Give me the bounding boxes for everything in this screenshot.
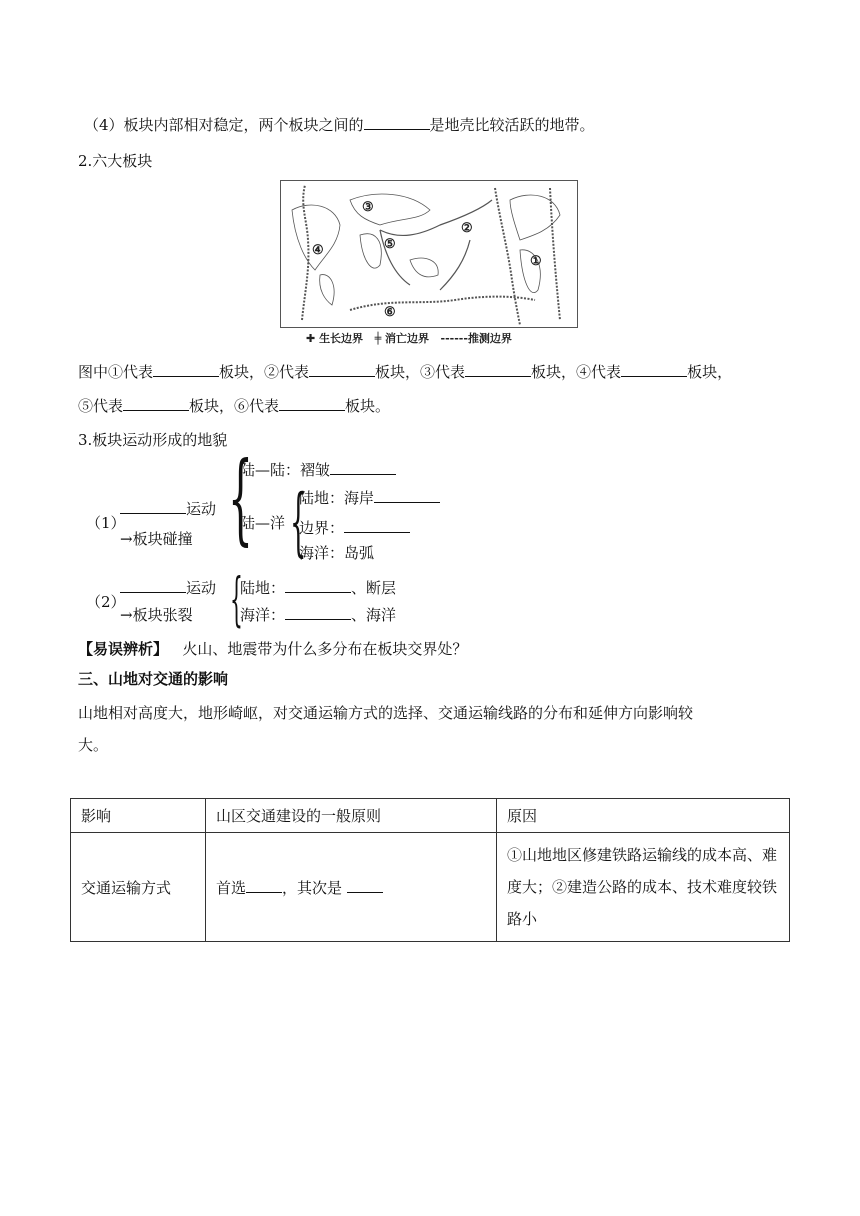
heading-3: 3.板块运动形成的地貌	[78, 431, 228, 449]
g2-num: （2）	[86, 593, 126, 611]
brace: {	[230, 565, 243, 633]
g1-b2: 边界：	[299, 517, 410, 538]
blank[interactable]	[330, 460, 396, 475]
g1-a2: 陆—洋	[240, 514, 286, 532]
fill-line-2: ⑤代表 板块，⑥代表 板块。	[78, 397, 391, 415]
blank[interactable]	[309, 362, 375, 377]
blank[interactable]	[120, 499, 186, 514]
blank[interactable]	[465, 362, 531, 377]
plate-label-2: ②	[461, 221, 473, 236]
transport-table	[70, 798, 790, 942]
g2-r2: 海洋： 、海洋	[240, 606, 397, 624]
blank[interactable]	[123, 396, 189, 411]
blank[interactable]	[279, 396, 345, 411]
blank[interactable]	[347, 878, 383, 893]
blank[interactable]	[246, 878, 282, 893]
section-3-title: 三、山地对交通的影响	[78, 670, 229, 688]
td-principle: 首选 ，其次是	[206, 833, 497, 942]
blank[interactable]	[364, 115, 430, 130]
g1-b3: 海洋：岛弧	[299, 544, 375, 562]
plate-label-4: ④	[312, 243, 324, 258]
plate-label-5: ⑤	[384, 237, 396, 252]
th-principle: 山区交通建设的一般原则	[206, 799, 497, 833]
blank[interactable]	[285, 578, 351, 593]
brace: {	[228, 442, 253, 556]
td-effect: 交通运输方式	[71, 833, 206, 942]
para-line-2: 大。	[78, 736, 109, 754]
plate-label-3: ③	[362, 200, 374, 215]
plate-map	[280, 180, 578, 328]
td-reason: ①山地地区修建铁路运输线的成本高、难度大；②建造公路的成本、技术难度较铁路小	[497, 833, 790, 942]
blank[interactable]	[285, 605, 351, 620]
fill-line-1: 图中①代表 板块，②代表 板块，③代表 板块，④代表 板块，	[78, 363, 733, 381]
g1-b1: 陆地：海岸	[299, 487, 440, 508]
blank[interactable]	[120, 578, 186, 593]
blank[interactable]	[374, 488, 440, 503]
blank[interactable]	[621, 362, 687, 377]
note: 【易误辨析】 火山、地震带为什么多分布在板块交界处？	[78, 640, 468, 658]
blank[interactable]	[344, 518, 410, 533]
g2-arrow: →板块张裂	[120, 606, 193, 624]
para-line-1: 山地相对高度大，地形崎岖，对交通运输方式的选择、交通运输线路的分布和延伸方向影响较	[78, 704, 694, 722]
th-reason: 原因	[497, 799, 790, 833]
heading-2: 2.六大板块	[78, 152, 153, 170]
g2-r1: 陆地： 、断层	[240, 579, 397, 597]
g2-motion: 运动	[120, 577, 216, 598]
blank[interactable]	[153, 362, 219, 377]
g1-num: （1）	[86, 514, 126, 532]
line-4: （4）板块内部相对稳定，两个板块之间的 是地壳比较活跃的地带。	[84, 116, 595, 134]
g1-a1: 陆—陆：褶皱	[240, 459, 396, 480]
plate-label-6: ⑥	[384, 305, 396, 320]
g1-motion: 运动	[120, 498, 216, 519]
map-legend: ✚ 生长边界 ╪ 消亡边界 ------推测边界	[306, 332, 512, 345]
g1-arrow: →板块碰撞	[120, 530, 193, 548]
th-effect: 影响	[71, 799, 206, 833]
brace: {	[290, 479, 307, 565]
plate-label-1: ①	[530, 254, 542, 269]
